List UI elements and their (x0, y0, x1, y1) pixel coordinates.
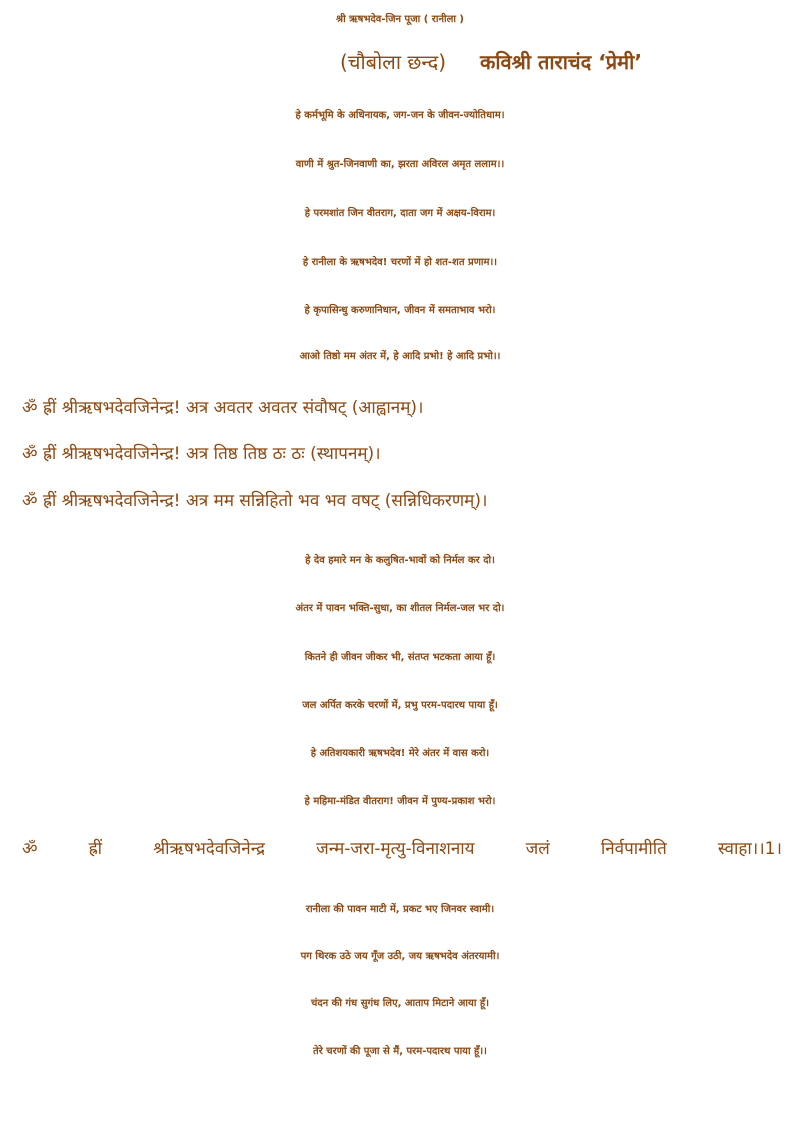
verse-line: चंदन की गंध सुगंध लिए, आताप मिटाने आया हूँ। (310, 998, 489, 1009)
mantra-line: ॐ ह्रीं श्रीऋषभदेवजिनेन्द्र! अत्र तिष्ठ तिष्ठ ठः ठः (स्थापनम्)। (22, 444, 381, 464)
page-title: श्री ऋषभदेव-जिन पूजा ( रानीला ) (335, 14, 465, 25)
verse-line: जल अर्पित करके चरणों में, प्रभु परम-पदारथ पाया हूँ। (302, 700, 498, 711)
verse-line: रानीला की पावन माटी में, प्रकट भए जिनवर स्वामी। (305, 904, 495, 915)
verse-line: हे अतिशयकारी ऋषभदेव! मेरे अंतर में वास करो। (310, 748, 490, 759)
verse-line: हे कृपासिन्धु करुणानिधान, जीवन में समताभाव भरो। (304, 305, 496, 316)
poet-name: कविश्री ताराचंद ‘प्रेमी’ (480, 50, 642, 74)
subtitle (340, 48, 790, 76)
meter-label: (चौबोला छन्द) (340, 50, 447, 74)
verse-line: पग थिरक उठे जय गूँज उठी, जय ऋषभदेव अंतरयामी। (300, 951, 500, 962)
mantra-word: जन्म-जरा-मृत्यु-विनाशनाय (316, 839, 475, 859)
mantra-word: जलं (525, 839, 550, 859)
verse-line: वाणी में श्रुत-जिनवाणी का, झरता अविरल अमृत ललाम।। (295, 159, 505, 170)
verse-line: हे परमशांत जिन वीतराग, दाता जग में अक्षय-विराम। (304, 208, 496, 219)
verse-line: हे महिमा-मंडित वीतराग! जीवन में पुण्य-प्रकाश भरो। (304, 796, 496, 807)
mantra-word: श्रीऋषभदेवजिनेन्द्र (153, 839, 266, 859)
mantra-word: निर्वपामीति (600, 839, 667, 859)
mantra-line: ॐ ह्रीं श्रीऋषभदेवजिनेन्द्र! अत्र मम सन्निहितो भव भव वषट् (सन्निधिकरणम्)। (22, 491, 488, 511)
verse-line: आओ तिष्ठो मम अंतर में, हे आदि प्रभो! हे आदि प्रभो।। (299, 351, 501, 362)
verse-line: हे देव हमारे मन के कलुषित-भावों को निर्मल कर दो। (305, 555, 495, 566)
mantra-word: ह्रीं (88, 839, 103, 859)
mantra-line: ॐ ह्रीं श्रीऋषभदेवजिनेन्द्र! अत्र अवतर अवतर संवौषट् (आह्वानम्)। (22, 398, 424, 418)
verse-line: हे कर्मभूमि के अधिनायक, जग-जन के जीवन-ज्योतिधाम। (295, 110, 505, 121)
verse-line: कितने ही जीवन जीकर भी, संतप्त भटकता आया हूँ। (304, 652, 496, 663)
mantra-word: स्वाहा।।1। (717, 839, 782, 859)
verse-line: अंतर में पावन भक्ति-सुधा, का शीतल निर्मल-जल भर दो। (295, 603, 505, 614)
verse-line: हे रानीला के ऋषभदेव! चरणों में हो शत-शत प्रणाम।। (302, 257, 498, 268)
jal-mantra-line (22, 836, 782, 862)
mantra-word: ॐ (22, 839, 38, 859)
verse-line: तेरे चरणों की पूजा से मैं, परम-पदारथ पाया हूँ।। (313, 1046, 487, 1057)
